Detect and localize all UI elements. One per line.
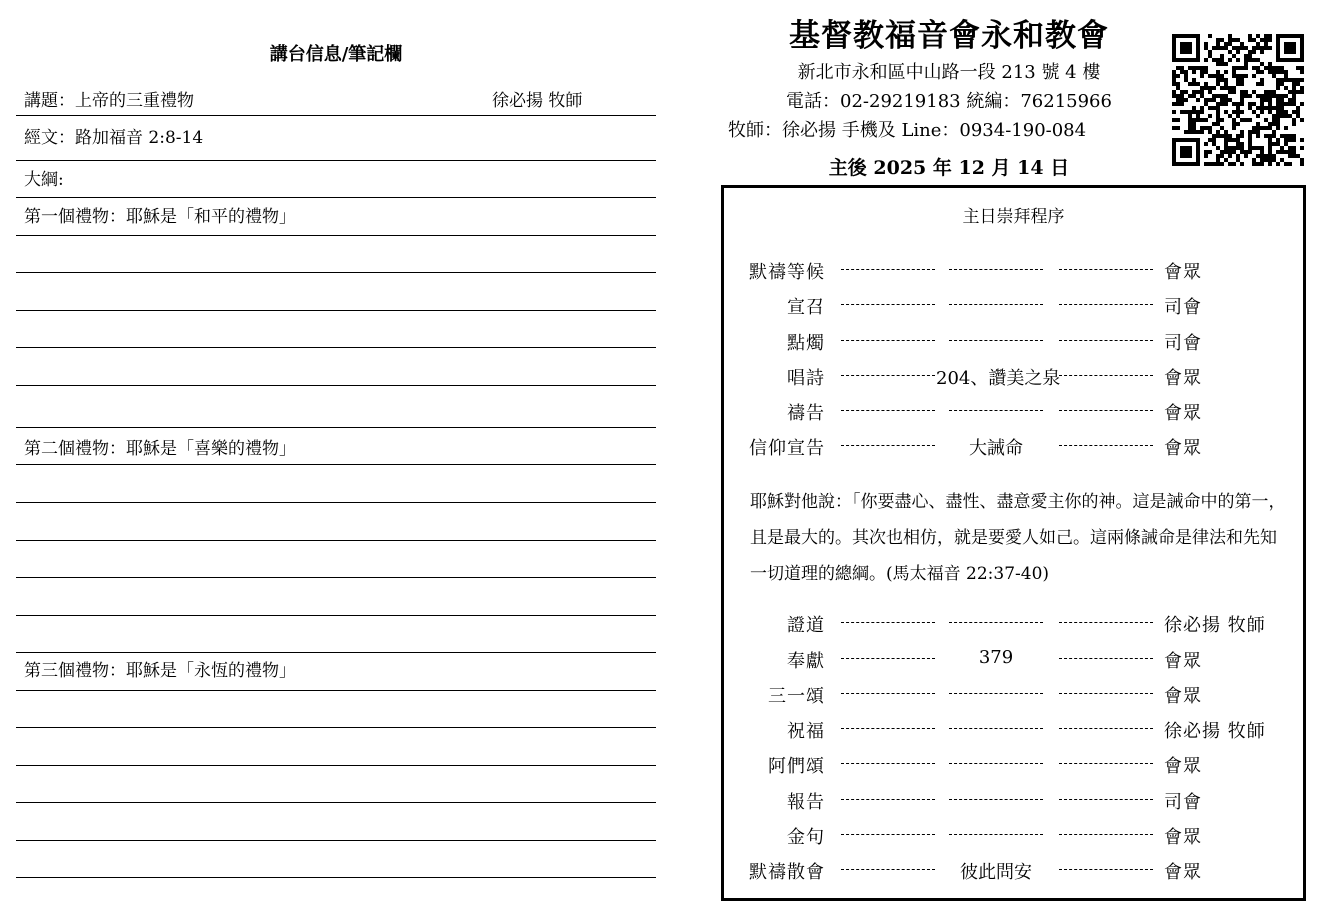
note-line-gift2	[16, 438, 656, 465]
program-item	[724, 432, 1303, 460]
gift-three-heading: 第三個禮物：耶穌是「永恆的禮物」	[24, 661, 296, 681]
leader-dashes	[949, 269, 1043, 270]
program-item	[724, 821, 1303, 849]
program-item-leader: 司會	[1164, 297, 1202, 318]
leader-dashes	[949, 410, 1043, 411]
program-item	[724, 645, 1303, 673]
leader-dashes	[1059, 834, 1153, 835]
program-item-label: 報告	[787, 792, 825, 813]
note-line-gift1	[16, 206, 656, 236]
church-name: 基督教福音會永和教會	[789, 18, 1109, 54]
program-item-detail: 204、讚美之泉	[936, 368, 1061, 389]
program-item-label: 奉獻	[787, 651, 825, 672]
leader-dashes	[949, 340, 1043, 341]
program-item	[724, 256, 1303, 284]
leader-dashes	[841, 728, 935, 729]
leader-dashes	[1059, 693, 1153, 694]
pastor-contact: 牧師：徐必揚 手機及 Line：0934-190-084	[728, 120, 1087, 141]
program-item-leader: 會眾	[1164, 368, 1202, 389]
leader-dashes	[841, 622, 935, 623]
leader-dashes	[1059, 445, 1153, 446]
program-item-detail: 大誡命	[969, 438, 1023, 459]
leader-dashes	[949, 834, 1043, 835]
preacher-name: 徐必揚 牧師	[492, 91, 583, 111]
program-item-label: 祝福	[787, 721, 825, 742]
leader-dashes	[1059, 622, 1153, 623]
outline-label: 大綱:	[24, 170, 64, 190]
program-item	[724, 609, 1303, 637]
leader-dashes	[841, 445, 935, 446]
program-item-label: 點燭	[787, 333, 825, 354]
leader-dashes	[841, 834, 935, 835]
blank-note-line	[16, 236, 656, 273]
blank-note-line	[16, 766, 656, 803]
leader-dashes	[1059, 410, 1153, 411]
program-item-leader: 司會	[1164, 792, 1202, 813]
leader-dashes	[841, 375, 935, 376]
leader-dashes	[949, 304, 1043, 305]
program-item-label: 金句	[787, 827, 825, 848]
note-line-outline	[16, 169, 656, 198]
leader-dashes	[1059, 728, 1153, 729]
blank-note-line	[16, 273, 656, 311]
leader-dashes	[1059, 269, 1153, 270]
leader-dashes	[949, 799, 1043, 800]
blank-note-line	[16, 841, 656, 878]
gift-two-heading: 第二個禮物：耶穌是「喜樂的禮物」	[24, 439, 296, 459]
program-item-label: 宣召	[787, 297, 825, 318]
blank-note-line	[16, 503, 656, 541]
church-phone: 電話：02-29219183 統編：76215966	[786, 91, 1112, 112]
blank-note-line	[16, 803, 656, 841]
note-line-scripture	[16, 127, 656, 161]
blank-note-line	[16, 578, 656, 616]
leader-dashes	[1059, 304, 1153, 305]
program-item-label: 禱告	[787, 403, 825, 424]
leader-dashes	[841, 269, 935, 270]
leader-dashes	[949, 728, 1043, 729]
program-item	[724, 750, 1303, 778]
note-line-gift3	[16, 660, 656, 691]
program-item-leader: 會眾	[1164, 262, 1202, 283]
blank-note-line	[16, 691, 656, 728]
program-item	[724, 856, 1303, 884]
program-item-leader: 會眾	[1164, 651, 1202, 672]
program-item-leader: 會眾	[1164, 403, 1202, 424]
program-item-leader: 司會	[1164, 333, 1202, 354]
qr-code-icon	[1172, 34, 1304, 166]
sermon-topic: 講題：上帝的三重禮物	[24, 91, 194, 111]
blank-note-line	[16, 616, 656, 653]
program-item	[724, 362, 1303, 390]
leader-dashes	[841, 340, 935, 341]
leader-dashes	[841, 693, 935, 694]
leader-dashes	[841, 304, 935, 305]
program-item	[724, 680, 1303, 708]
gift-one-heading: 第一個禮物：耶穌是「和平的禮物」	[24, 207, 296, 227]
notes-title: 講台信息/筆記欄	[269, 44, 403, 65]
leader-dashes	[841, 799, 935, 800]
leader-dashes	[841, 763, 935, 764]
leader-dashes	[1059, 658, 1153, 659]
program-item-leader: 會眾	[1164, 862, 1202, 883]
program-item-label: 阿們頌	[768, 756, 825, 777]
leader-dashes	[949, 622, 1043, 623]
note-line-topic	[16, 90, 656, 116]
blank-note-line	[16, 541, 656, 578]
leader-dashes	[1059, 763, 1153, 764]
program-item	[724, 786, 1303, 814]
memory-verse: 耶穌對他說：「你要盡心、盡性、盡意愛主你的神。這是誡命中的第一，且是最大的。其次也相仿，就是要愛人如己。這兩條誡命是律法和先知一切道理的總綱。(馬太福音 22:37-40)	[750, 492, 1286, 584]
leader-dashes	[1059, 340, 1153, 341]
scripture-ref: 經文：路加福音 2:8-14	[24, 128, 204, 148]
program-item-leader: 會眾	[1164, 827, 1202, 848]
leader-dashes	[841, 869, 935, 870]
program-item-detail: 彼此問安	[960, 862, 1032, 883]
leader-dashes	[841, 410, 935, 411]
program-item-label: 默禱散會	[749, 862, 825, 883]
leader-dashes	[1059, 799, 1153, 800]
program-item-label: 信仰宣告	[749, 438, 825, 459]
program-item-label: 唱詩	[787, 368, 825, 389]
program-item-leader: 徐必揚 牧師	[1164, 615, 1266, 636]
program-item	[724, 327, 1303, 355]
blank-note-line	[16, 465, 656, 503]
program-item-leader: 會眾	[1164, 686, 1202, 707]
service-date: 主後 2025 年 12 月 14 日	[828, 157, 1070, 179]
program-item	[724, 397, 1303, 425]
worship-title: 主日崇拜程序	[962, 207, 1065, 227]
program-item	[724, 715, 1303, 743]
program-item-leader: 會眾	[1164, 756, 1202, 777]
leader-dashes	[949, 693, 1043, 694]
blank-note-line	[16, 348, 656, 386]
leader-dashes	[1059, 375, 1153, 376]
leader-dashes	[841, 658, 935, 659]
program-item	[724, 291, 1303, 319]
program-item-label: 三一頌	[768, 686, 825, 707]
program-item-label: 證道	[787, 615, 825, 636]
program-item-leader: 徐必揚 牧師	[1164, 721, 1266, 742]
blank-note-line	[16, 728, 656, 766]
program-item-label: 默禱等候	[749, 262, 825, 283]
leader-dashes	[1059, 869, 1153, 870]
program-item-leader: 會眾	[1164, 438, 1202, 459]
order-of-worship-box	[721, 185, 1306, 901]
program-item-detail: 379	[978, 647, 1014, 668]
blank-note-line	[16, 386, 656, 428]
church-address: 新北市永和區中山路一段 213 號 4 樓	[797, 62, 1101, 83]
blank-note-line	[16, 311, 656, 348]
leader-dashes	[949, 763, 1043, 764]
